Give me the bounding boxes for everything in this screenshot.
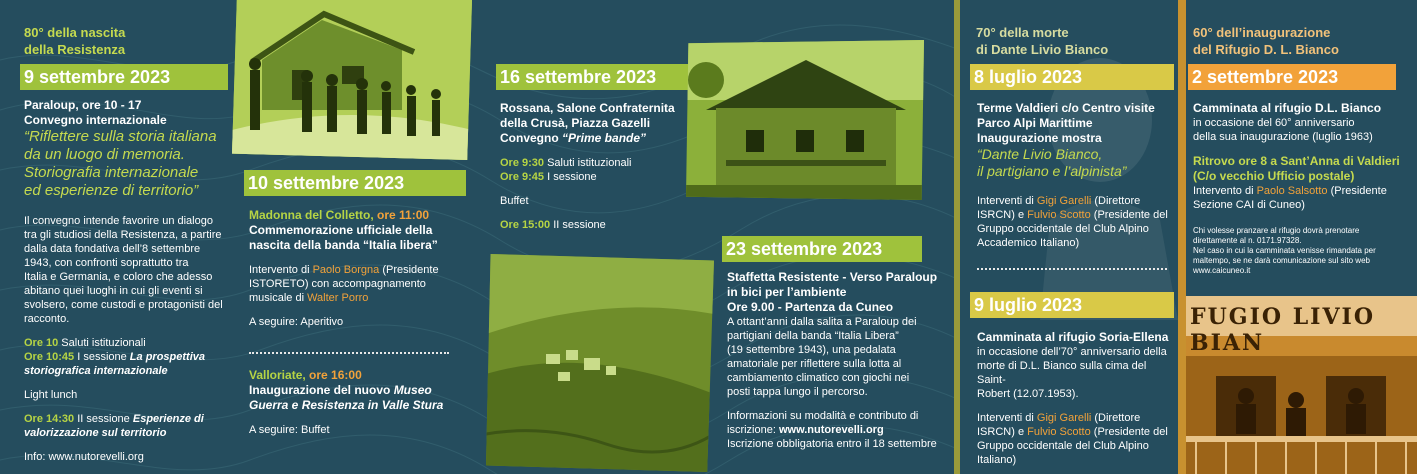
speaker-name: Paolo Borgna xyxy=(312,264,380,276)
date-banner: 9 settembre 2023 xyxy=(20,64,228,90)
event-block: Rossana, Salone Confraternita della Crusà, Piazza Gazelli Convegno “Prime bande” Ore 9:30 Saluti istituzionali Ore 9:45 I sessione Buffet Ore 15:00 II sessione xyxy=(500,101,675,231)
date-banner: 9 luglio 2023 xyxy=(970,292,1174,318)
house-photo xyxy=(686,40,924,200)
anniversary-title: 80° della nascita della Resistenza xyxy=(24,25,126,57)
event-block: Terme Valdieri c/o Centro visite Parco Alpi Marittime Inaugurazione mostra “Dante Livio Bianco, il partigiano e l’alpinista” Interventi di Gigi Garelli (Direttore ISRCN) e Fulvio Scotto (Presidente del Gruppo occidentale del Club Alpino Accademico Italiano) xyxy=(977,101,1168,249)
date-banner: 8 luglio 2023 xyxy=(970,64,1174,90)
event-title-quote: “Riflettere sulla storia italiana da un luogo di memoria. Storiografia internazionale ed esperienze di territorio” xyxy=(24,128,217,199)
date-banner: 2 settembre 2023 xyxy=(1188,64,1396,90)
anniversary-title: 60° dell’inaugurazione del Rifugio D. L. Bianco xyxy=(1193,25,1339,57)
speaker-name: Gigi Garelli xyxy=(1036,195,1092,207)
dotted-divider xyxy=(249,352,449,354)
schedule: Ore 10 Saluti istituzionali Ore 10:45 I sessione La prospettiva storiografica internazionale Light lunch Ore 14:30 II sessione Esperienze di valorizzazione sul territorio Info: www.nutorevelli.org xyxy=(24,336,229,464)
speaker-name: Fulvio Scotto xyxy=(1027,426,1091,438)
date-banner: 23 settembre 2023 xyxy=(722,236,922,262)
date-banner: 16 settembre 2023 xyxy=(496,64,696,90)
website-link[interactable]: www.nutorevelli.org xyxy=(778,424,884,436)
info-link[interactable]: Info: www.nutorevelli.org xyxy=(24,451,144,463)
village-photo xyxy=(486,254,714,472)
speaker-name: Walter Porro xyxy=(307,292,369,304)
dotted-divider xyxy=(977,268,1167,270)
event-block: Camminata al rifugio Soria-Ellena in occasione dell’70° anniversario della morte di D.L. Bianco sulla cima del Saint- Robert (12.07.1953). Interventi di Gigi Garelli (Direttore ISRCN) e Fulvio Scotto (Presidente del Gruppo occidentale del Club Alpino Italiano) xyxy=(977,330,1169,466)
date-banner: 10 settembre 2023 xyxy=(244,170,466,196)
partisans-photo xyxy=(232,0,472,160)
speaker-name: Fulvio Scotto xyxy=(1027,209,1091,221)
event-place: Paraloup, ore 10 - 17 xyxy=(24,98,142,112)
event-type: Convegno internazionale xyxy=(24,113,167,127)
website-link[interactable]: www.caicuneo.it xyxy=(1193,266,1251,275)
event-block: Camminata al rifugio D.L. Bianco in occasione del 60° anniversario della sua inaugurazione (luglio 1963) Ritrovo ore 8 a Sant’Anna di Valdieri (C/o vecchio Ufficio postale) Intervento di Paolo Salsotto (Presidente Sezione CAI di Cuneo) Chi volesse pranzare al rifugio dovrà prenotare direttamente al n. 0171.97328. Nel caso in cui la camminata venisse rimandata per maltempo, se ne darà comunicazione sul sito web www.caicuneo.it xyxy=(1193,101,1408,276)
speaker-name: Paolo Salsotto xyxy=(1256,185,1328,197)
event-block: Valloriate, ore 16:00 Inaugurazione del nuovo Museo Guerra e Resistenza in Valle Stura A seguire: Buffet xyxy=(249,368,444,436)
event-description: Il convegno intende favorire un dialogo tra gli studiosi della Resistenza, a partire dalla data fondativa dell’8 settembre 1943, con confronti soprattutto tra Italia e Germania, e coloro che adesso abitano quei luoghi in cui gli eventi si svolsero, come custodi e protagonisti del racconto. xyxy=(24,215,223,325)
speaker-name: Gigi Garelli xyxy=(1036,412,1092,424)
event-block: Staffetta Resistente - Verso Paraloup in bici per l’ambiente Ore 9.00 - Partenza da Cuneo A ottant’anni dalla salita a Paraloup dei partigiani della banda “Italia Libera” (19 settembre 1943), una pedalata amatoriale per riflettere sulla lotta al cambiamento climatico con giochi nei posti tappa lungo il percorso. Informazioni su modalità e contributo di iscrizione: www.nutorevelli.org Iscrizione obbligatoria entro il 18 settembre xyxy=(727,270,938,450)
event-block xyxy=(24,98,229,464)
panel-divider xyxy=(954,0,960,474)
event-block: Madonna del Colletto, ore 11:00 Commemorazione ufficiale della nascita della banda “Italia libera” Intervento di Paolo Borgna (Presidente ISTORETO) con accompagnamento musicale di Walter Porro A seguire: Aperitivo xyxy=(249,208,439,328)
anniversary-title: 70° della morte di Dante Livio Bianco xyxy=(976,25,1109,57)
rifugio-sign: FUGIO LIVIO BIAN xyxy=(1190,304,1375,356)
panel-divider xyxy=(1178,0,1186,474)
